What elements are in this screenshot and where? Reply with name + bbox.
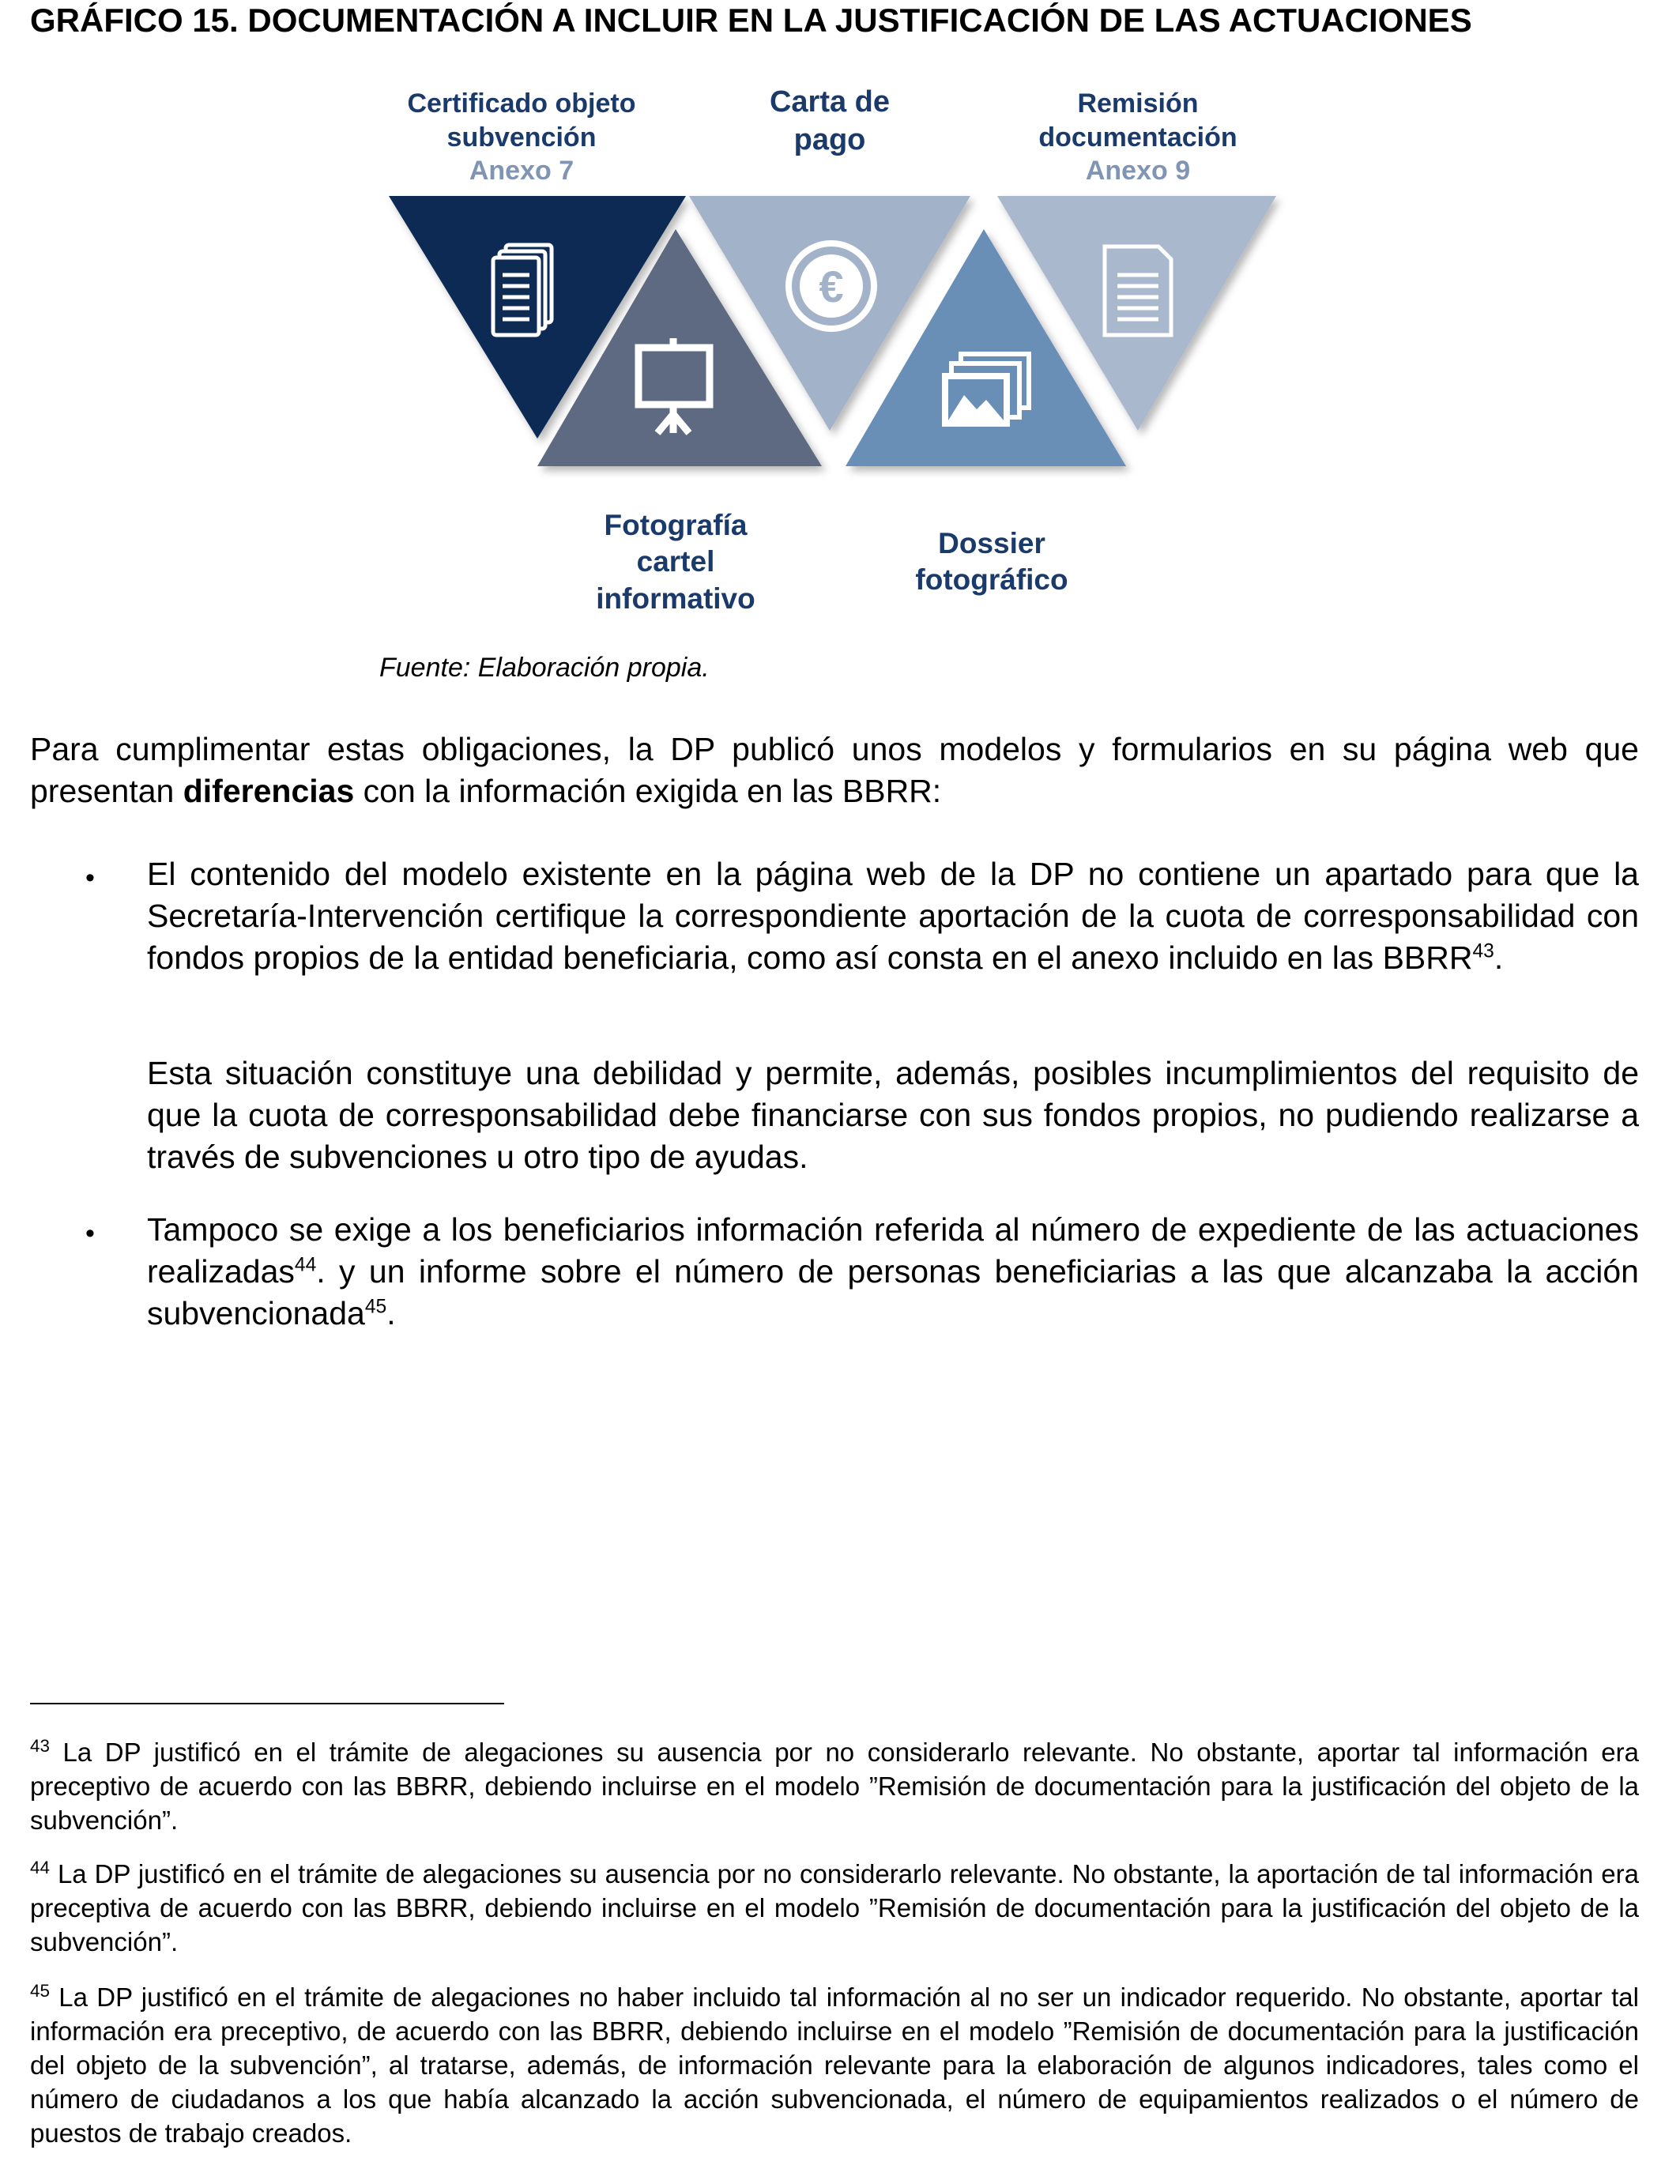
label-dossier-line2: fotográfico [915,563,1068,597]
bullet-continuation: Esta situación constituye una debilidad y permite, además, posibles incumplimientos del requisito de que la cuota de corresponsabilidad debe financiarse con sus fondos propios, no pudiendo realizarse a través de subvenciones u otro tipo de ayudas. [147,1055,1639,1175]
footnote-ref-44[interactable]: 44 [294,1254,317,1276]
label-remision [980,87,1296,188]
bullet-2-text [147,1209,1639,1335]
label-fotografia-cartel [549,507,802,617]
documents-stack-icon [493,245,552,335]
footnote-separator [30,1703,504,1704]
bullet-1-end: . [1494,939,1504,976]
label-remision-annex: Anexo 9 [1085,156,1191,186]
label-remision-line2: documentación [1038,122,1237,153]
label-remision-line1: Remisión [1077,88,1199,119]
bullet-2-body-b: . y un informe sobre el número de personas beneficiarias a las que alcanzaba la acción subvencionada [147,1253,1639,1331]
footnote-45-text: La DP justificó en el trámite de alegaciones no haber incluido tal información al no ser un indicador requerido. No obstante, aportar tal información era preceptivo, de acuerdo con las BBRR, debiendo incluirse en el modelo ”Remisión de documentación para la justificación del objeto de la subvención”, al tratarse, además, de información relevante para la elaboración de algunos indicadores, tales como el número de ciudadanos a los que había alcanzado la acción subvencionada, el número de equipamientos realizados o el número de puestos de trabajo creados. [30,1983,1639,2148]
footnote-44-text: La DP justificó en el trámite de alegaciones su ausencia por no considerarlo relevante. No obstante, la aportación de tal información era preceptiva de acuerdo con las BBRR, debiendo incluirse en el modelo ”Remisión de documentación para la justificación del objeto de la subvención”. [30,1859,1639,1956]
footnote-ref-43[interactable]: 43 [1472,940,1494,962]
footnote-45 [30,1980,1639,2150]
euro-coin-icon [789,243,874,329]
intro-bold-word: diferencias [183,773,355,809]
bullet-1-body: El contenido del modelo existente en la página web de la DP no contiene un apartado para que la Secretaría-Intervención certifique la correspondiente aportación de la cuota de corresponsabilidad con fondos propios de la entidad beneficiaria, como así consta en el anexo incluido en las BBRR [147,856,1639,976]
footnote-43 [30,1735,1639,1837]
intro-text-after: con la información exigida en las BBRR: [354,773,942,809]
intro-text-before: Para cumplimentar estas obligaciones, la DP publicó unos modelos y formularios en su página web que presentan [30,731,1639,809]
footnote-43-text: La DP justificó en el trámite de alegaciones su ausencia por no considerarlo relevante. No obstante, aportar tal información era preceptivo de acuerdo con las BBRR, debiendo incluirse en el modelo ”Remisión de documentación para la justificación del objeto de la subvención”. [30,1738,1639,1835]
footnote-43-number: 43 [30,1736,50,1756]
footnote-45-number: 45 [30,1981,50,2001]
label-fotografia-line1: Fotografía [604,509,748,541]
label-fotografia-line3: informativo [596,582,755,615]
label-certificado-line2: subvención [446,122,597,153]
bullet-2-body-a: Tampoco se exige a los beneficiarios información referida al número de expediente de las actuaciones realizadas [147,1211,1639,1290]
footnote-44 [30,1857,1639,1959]
bullet-2-end: . [386,1295,396,1331]
footnote-ref-45[interactable]: 45 [364,1296,387,1318]
bullet-marker-1: • [85,863,95,893]
bullet-1-text [147,853,1639,979]
label-carta-line2: pago [793,122,866,156]
label-carta-pago [711,84,948,159]
label-certificado-line1: Certificado objeto [407,88,636,119]
label-dossier-line1: Dossier [938,527,1045,559]
bullet-marker-2: • [85,1218,95,1248]
label-carta-line1: Carta de [769,85,891,119]
label-certificado-annex: Anexo 7 [469,156,574,186]
photo-album-icon [942,354,1029,427]
figure-title: GRÁFICO 15. DOCUMENTACIÓN A INCLUIR EN LA JUSTIFICACIÓN DE LAS ACTUACIONES [30,2,1472,39]
svg-text:€: € [819,262,844,311]
label-certificado [363,87,680,188]
footnote-44-number: 44 [30,1858,50,1877]
label-dossier [865,525,1118,599]
figure-source: Fuente: Elaboración propia. [379,653,710,683]
intro-paragraph [30,729,1639,812]
label-fotografia-line2: cartel [636,545,715,578]
